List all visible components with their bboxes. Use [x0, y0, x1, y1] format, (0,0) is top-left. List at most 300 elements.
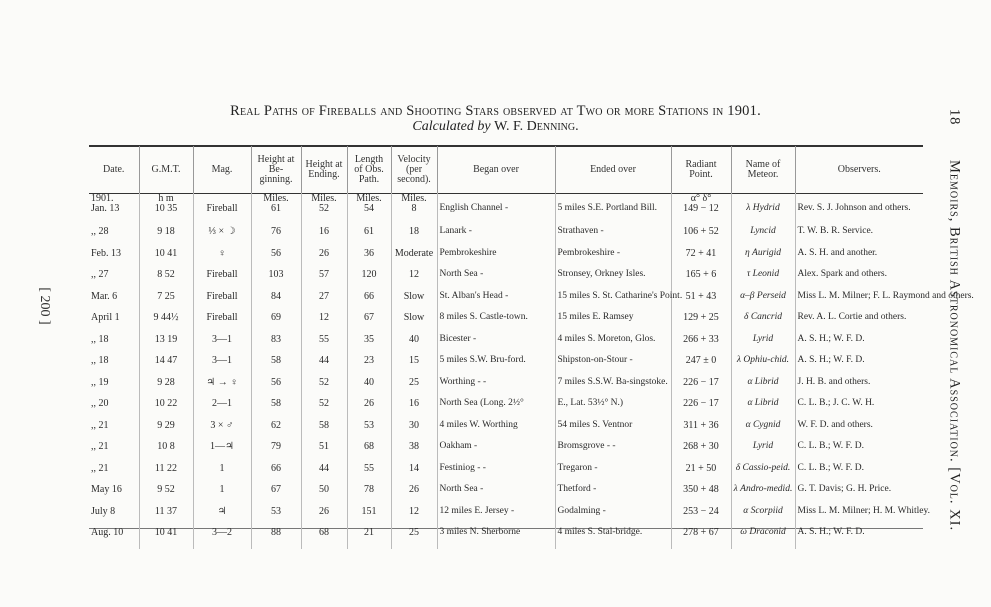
radiant-value: 165 + 6	[685, 269, 717, 280]
velocity-cell	[391, 355, 437, 377]
height-begin-cell	[251, 441, 301, 463]
ended-over-value: Tregaron -	[557, 462, 598, 473]
date-cell	[89, 463, 139, 485]
meteor-name-cell	[731, 527, 795, 549]
height-end-cell	[301, 420, 347, 442]
gmt-cell	[139, 291, 193, 313]
mag-cell	[193, 463, 251, 485]
ended-over-value: Shipston-on-Stour -	[557, 355, 633, 365]
radiant-value: 311 + 36	[683, 419, 719, 431]
velocity-value: 14	[409, 462, 419, 474]
ended-over-cell	[555, 355, 671, 377]
ended-over-value: 5 miles S.E. Portland Bill.	[557, 203, 657, 213]
observers-cell	[795, 420, 923, 442]
mag-cell	[193, 398, 251, 420]
mag-value: 3 × ♂	[210, 419, 234, 431]
meteor-name-value: τ Leonid	[746, 269, 780, 279]
unit-label: Miles.	[356, 193, 382, 204]
date-value: ,, 21	[91, 462, 109, 474]
observers-value: C. L. B.; J. C. W. H.	[797, 398, 875, 408]
observers-value: A. S. H. and another.	[797, 247, 878, 258]
radiant-cell	[671, 398, 731, 420]
date-value: ,, 27	[91, 269, 109, 280]
observers-cell	[795, 334, 923, 356]
observers-cell	[795, 505, 930, 528]
gmt-cell	[139, 334, 193, 356]
gmt-value: 11 37	[154, 505, 178, 517]
velocity-value: 25	[409, 376, 419, 388]
meteor-name-cell	[731, 355, 795, 377]
unit-label: α° δ°	[690, 193, 712, 204]
height-end-cell	[301, 441, 347, 463]
page-number-margin: [ 200 ]	[37, 287, 52, 325]
ended-over-value: 15 miles S. St. Catharine's Point.	[557, 290, 683, 301]
began-over-value: Worthing - -	[439, 376, 487, 387]
velocity-cell	[391, 527, 437, 549]
height-begin-cell	[251, 420, 301, 442]
year-label: 1901.	[91, 193, 114, 204]
mag-value: Fireball	[206, 203, 238, 214]
velocity-value: 16	[409, 398, 419, 409]
table-row	[89, 248, 923, 270]
radiant-value: 21 + 50	[685, 462, 717, 474]
height-begin-cell	[251, 291, 301, 313]
ended-over-cell	[555, 484, 671, 506]
date-cell	[89, 312, 139, 334]
height-end-cell	[301, 527, 347, 549]
mag-value: 2—1	[212, 398, 232, 409]
header-observers: Observers.	[795, 146, 923, 193]
radiant-value: 268 + 30	[683, 441, 719, 452]
height-begin-value: 79	[271, 441, 281, 452]
velocity-value: 12	[409, 505, 419, 517]
meteor-name-value: α Cygnid	[745, 419, 781, 430]
date-value: ,, 21	[91, 441, 109, 452]
length-cell	[347, 355, 391, 377]
ended-over-cell	[555, 506, 671, 528]
height-end-cell	[301, 312, 347, 334]
length-value: 61	[364, 226, 374, 237]
height-begin-value: 56	[271, 376, 281, 388]
table-row	[89, 226, 923, 248]
height-end-value: 27	[319, 290, 329, 302]
mag-cell	[193, 291, 251, 313]
observers-cell	[795, 398, 923, 420]
ended-over-cell	[555, 312, 671, 334]
mag-cell	[193, 334, 251, 356]
running-header	[946, 109, 963, 531]
header-ended: Ended over	[555, 146, 671, 193]
height-begin-cell	[251, 463, 301, 485]
length-cell	[347, 506, 391, 528]
date-cell	[89, 269, 139, 291]
began-over-value: North Sea -	[439, 269, 484, 279]
gmt-value: 10 22	[154, 398, 178, 409]
velocity-cell	[391, 398, 437, 420]
date-cell	[89, 420, 139, 442]
meteor-name-value: Lyrid	[752, 441, 774, 451]
date-value: Aug. 10	[91, 527, 124, 538]
observers-cell	[795, 484, 923, 506]
meteor-name-value: Lyrid	[752, 333, 774, 344]
subtitle-prefix: Calculated by	[412, 119, 491, 134]
height-end-cell	[301, 506, 347, 528]
height-end-value: 55	[319, 333, 329, 345]
began-over-cell	[437, 355, 555, 377]
velocity-value: 25	[409, 527, 419, 538]
observers-value: C. L. B.; W. F. D.	[797, 441, 865, 451]
gmt-value: 10 35	[154, 203, 178, 214]
radiant-cell	[671, 226, 731, 248]
ended-over-cell	[555, 420, 671, 442]
observers-value: A. S. H.; W. F. D.	[797, 355, 865, 365]
header-gmt: G.M.T.	[139, 146, 193, 193]
mag-value: 3—1	[212, 355, 232, 366]
velocity-value: 8	[411, 203, 417, 214]
mag-value: 1	[219, 462, 225, 474]
radiant-cell	[671, 355, 731, 377]
height-end-cell	[301, 226, 347, 248]
length-cell	[347, 291, 391, 313]
ended-over-value: Bromsgrove - -	[557, 441, 616, 451]
gmt-value: 11 22	[154, 462, 178, 474]
velocity-value: 15	[409, 355, 419, 366]
date-value: ,, 21	[91, 419, 109, 431]
velocity-value: Moderate	[394, 247, 434, 259]
began-over-cell	[437, 377, 555, 399]
gmt-cell	[139, 441, 193, 463]
meteor-name-value: λ Hydrid	[746, 203, 780, 213]
height-begin-value: 84	[271, 290, 281, 302]
length-cell	[347, 527, 391, 549]
ended-over-value: Pembrokeshire -	[557, 247, 621, 258]
header-began: Began over	[437, 146, 555, 193]
header-length: Length of Obs. Path.	[347, 146, 391, 193]
mag-value: Fireball	[206, 269, 238, 280]
began-over-value: Oakham -	[439, 441, 478, 451]
height-begin-value: 76	[271, 226, 281, 237]
length-cell	[347, 248, 391, 270]
observers-cell	[795, 226, 923, 248]
height-end-cell	[301, 193, 347, 226]
ended-over-cell	[555, 248, 671, 270]
began-over-value: 3 miles N. Sherborne	[439, 527, 521, 537]
length-value: 66	[364, 290, 374, 302]
ended-over-cell	[555, 226, 671, 248]
meteor-name-value: λ Ophiu-chid.	[736, 355, 790, 365]
observers-value: Rev. S. J. Johnson and others.	[797, 203, 911, 213]
radiant-cell	[671, 193, 731, 226]
velocity-cell	[391, 193, 437, 226]
length-value: 68	[364, 441, 374, 452]
radiant-cell	[671, 334, 731, 356]
height-end-value: 51	[319, 441, 329, 452]
velocity-value: 26	[409, 484, 419, 495]
velocity-cell	[391, 463, 437, 485]
height-end-value: 50	[319, 484, 329, 495]
meteor-name-cell	[731, 248, 795, 270]
height-begin-cell	[251, 248, 301, 270]
began-over-cell	[437, 291, 555, 313]
meteor-name-cell	[731, 506, 795, 528]
length-value: 21	[364, 527, 374, 538]
radiant-value: 278 + 67	[683, 527, 719, 538]
table-row	[89, 484, 923, 506]
radiant-cell	[671, 269, 731, 291]
mag-cell	[193, 193, 251, 226]
table-row	[89, 441, 923, 463]
observers-value: Miss L. M. Milner; H. M. Whitley.	[797, 505, 930, 516]
radiant-value: 247 ± 0	[685, 355, 717, 366]
radiant-cell	[671, 441, 731, 463]
meteor-name-value: ω Draconid	[740, 527, 786, 537]
gmt-cell	[139, 226, 193, 248]
ended-over-value: Strathaven -	[557, 226, 604, 236]
mag-cell	[193, 269, 251, 291]
observers-cell	[795, 312, 923, 334]
table-row	[89, 398, 923, 420]
table-row	[89, 269, 923, 291]
height-begin-value: 53	[271, 505, 281, 517]
meteor-name-value: α Librid	[747, 398, 779, 408]
height-end-cell	[301, 248, 347, 270]
radiant-value: 253 − 24	[683, 505, 719, 517]
ended-over-cell	[555, 398, 671, 420]
velocity-value: 18	[409, 226, 419, 237]
date-value: ,, 19	[91, 376, 109, 388]
length-cell	[347, 226, 391, 248]
mag-cell	[193, 484, 251, 506]
began-over-cell	[437, 226, 555, 248]
mag-cell	[193, 377, 251, 399]
date-cell	[89, 291, 139, 313]
unit-label: Miles.	[263, 193, 289, 204]
radiant-value: 72 + 41	[685, 247, 717, 259]
length-cell	[347, 463, 391, 485]
height-end-value: 44	[319, 462, 329, 474]
velocity-cell	[391, 506, 437, 528]
meteor-name-cell	[731, 441, 795, 463]
velocity-cell	[391, 420, 437, 442]
length-value: 120	[361, 269, 377, 280]
mag-value: ♃	[217, 505, 227, 517]
date-cell	[89, 248, 139, 270]
meteor-name-cell	[731, 484, 795, 506]
velocity-cell	[391, 248, 437, 270]
began-over-cell	[437, 334, 555, 356]
gmt-value: 9 18	[157, 226, 175, 237]
velocity-value: 12	[409, 269, 419, 280]
ended-over-value: Godalming -	[557, 505, 606, 516]
running-header-number: 18	[946, 108, 963, 126]
height-begin-value: 61	[271, 203, 281, 214]
height-end-cell	[301, 398, 347, 420]
header-mag: Mag.	[193, 146, 251, 193]
height-end-value: 68	[319, 527, 329, 538]
mag-cell	[193, 312, 251, 334]
date-cell	[89, 226, 139, 248]
velocity-value: 38	[409, 441, 419, 452]
subtitle-author: W. F. Denning.	[494, 119, 579, 134]
gmt-value: 10 8	[157, 441, 175, 452]
radiant-cell	[671, 484, 731, 506]
height-end-cell	[301, 334, 347, 356]
date-value: July 8	[91, 505, 116, 517]
table-header-row	[89, 146, 923, 193]
length-value: 54	[364, 203, 374, 214]
radiant-value: 129 + 25	[683, 312, 719, 323]
observers-value: C. L. B.; W. F. D.	[797, 462, 865, 473]
ended-over-value: Thetford -	[557, 484, 597, 494]
velocity-cell	[391, 377, 437, 399]
date-value: Jan. 13	[91, 203, 120, 214]
height-end-value: 52	[319, 203, 329, 214]
height-end-value: 52	[319, 376, 329, 388]
gmt-cell	[139, 420, 193, 442]
gmt-value: 14 47	[154, 355, 178, 366]
meteor-name-value: η Aurigid	[744, 247, 782, 258]
gmt-cell	[139, 463, 193, 485]
header-height-begin: Height at Be-ginning.	[251, 146, 301, 193]
page-subtitle	[0, 119, 991, 135]
ended-over-value: 15 miles E. Ramsey	[557, 312, 634, 322]
table-row	[89, 420, 923, 442]
height-begin-value: 88	[271, 527, 281, 538]
began-over-value: 5 miles S.W. Bru-ford.	[439, 355, 526, 365]
height-end-cell	[301, 377, 347, 399]
height-end-value: 26	[319, 247, 329, 259]
began-over-cell	[437, 398, 555, 420]
meteor-name-value: α Librid	[747, 376, 779, 387]
date-value: ,, 18	[91, 355, 109, 366]
observers-cell	[795, 527, 923, 549]
began-over-cell	[437, 193, 555, 226]
observers-cell	[795, 248, 923, 270]
date-cell	[89, 484, 139, 506]
length-cell	[347, 441, 391, 463]
mag-cell	[193, 527, 251, 549]
height-end-cell	[301, 463, 347, 485]
observers-cell	[795, 441, 923, 463]
began-over-value: St. Alban's Head -	[439, 290, 509, 301]
ended-over-value: Stronsey, Orkney Isles.	[557, 269, 646, 279]
height-begin-cell	[251, 334, 301, 356]
ended-over-cell	[555, 334, 671, 356]
mag-value: 3—1	[212, 333, 232, 345]
velocity-cell	[391, 291, 437, 313]
table-row	[89, 334, 923, 356]
velocity-cell	[391, 226, 437, 248]
velocity-value: Slow	[403, 290, 425, 302]
began-over-cell	[437, 484, 555, 506]
began-over-cell	[437, 527, 555, 549]
length-cell	[347, 377, 391, 399]
height-end-cell	[301, 291, 347, 313]
height-begin-value: 58	[271, 398, 281, 409]
length-cell	[347, 312, 391, 334]
began-over-value: North Sea -	[439, 484, 484, 494]
length-value: 36	[364, 247, 374, 259]
meteor-name-value: δ Cancrid	[744, 312, 782, 322]
table-row	[89, 193, 923, 226]
began-over-value: Pembrokeshire	[439, 247, 497, 258]
mag-value: ♀	[218, 247, 226, 259]
observers-cell	[795, 193, 923, 226]
began-over-value: 4 miles W. Worthing	[439, 419, 518, 430]
mag-cell	[193, 226, 251, 248]
length-value: 35	[364, 333, 374, 345]
height-begin-value: 58	[271, 355, 281, 366]
height-end-value: 58	[319, 419, 329, 431]
ended-over-cell	[555, 377, 671, 399]
ended-over-cell	[555, 193, 671, 226]
ended-over-value: 54 miles S. Ventnor	[557, 419, 633, 430]
header-name: Name of Meteor.	[731, 146, 795, 193]
ended-over-cell	[555, 527, 671, 549]
meteor-name-cell	[731, 463, 795, 485]
table-row	[89, 312, 923, 334]
gmt-cell	[139, 248, 193, 270]
radiant-value: 226 − 17	[683, 398, 719, 409]
table-row	[89, 291, 923, 313]
height-begin-cell	[251, 527, 301, 549]
mag-cell	[193, 506, 251, 528]
meteor-name-cell	[731, 226, 795, 248]
gmt-cell	[139, 506, 193, 528]
length-cell	[347, 484, 391, 506]
observers-value: A. S. H.; W. F. D.	[797, 333, 865, 344]
length-cell	[347, 334, 391, 356]
height-begin-value: 69	[271, 312, 281, 323]
height-end-cell	[301, 484, 347, 506]
table-row	[89, 527, 923, 549]
length-cell	[347, 193, 391, 226]
mag-value: 1	[219, 484, 225, 495]
meteor-name-cell	[731, 291, 795, 313]
length-cell	[347, 398, 391, 420]
radiant-cell	[671, 420, 731, 442]
date-value: Mar. 6	[91, 290, 118, 302]
gmt-cell	[139, 377, 193, 399]
radiant-cell	[671, 527, 731, 549]
length-value: 151	[361, 505, 377, 517]
observers-value: J. H. B. and others.	[797, 376, 871, 387]
length-cell	[347, 269, 391, 291]
velocity-cell	[391, 312, 437, 334]
velocity-value: Slow	[403, 312, 425, 323]
radiant-value: 149 − 12	[683, 203, 719, 214]
date-cell	[89, 398, 139, 420]
unit-label: Miles.	[311, 193, 337, 204]
meteor-name-cell	[731, 398, 795, 420]
date-cell	[89, 193, 139, 226]
began-over-value: 8 miles S. Castle-town.	[439, 312, 528, 322]
length-value: 40	[364, 376, 374, 388]
height-begin-cell	[251, 355, 301, 377]
meteor-name-value: λ Andro-medid.	[733, 484, 793, 494]
observers-cell	[795, 463, 923, 485]
date-cell	[89, 441, 139, 463]
began-over-cell	[437, 312, 555, 334]
mag-cell	[193, 441, 251, 463]
meteor-name-value: Lyncid	[750, 226, 776, 236]
gmt-value: 9 52	[157, 484, 175, 495]
height-begin-value: 62	[271, 419, 281, 431]
height-begin-cell	[251, 269, 301, 291]
mag-cell	[193, 355, 251, 377]
height-end-cell	[301, 355, 347, 377]
gmt-value: 10 41	[154, 247, 178, 259]
